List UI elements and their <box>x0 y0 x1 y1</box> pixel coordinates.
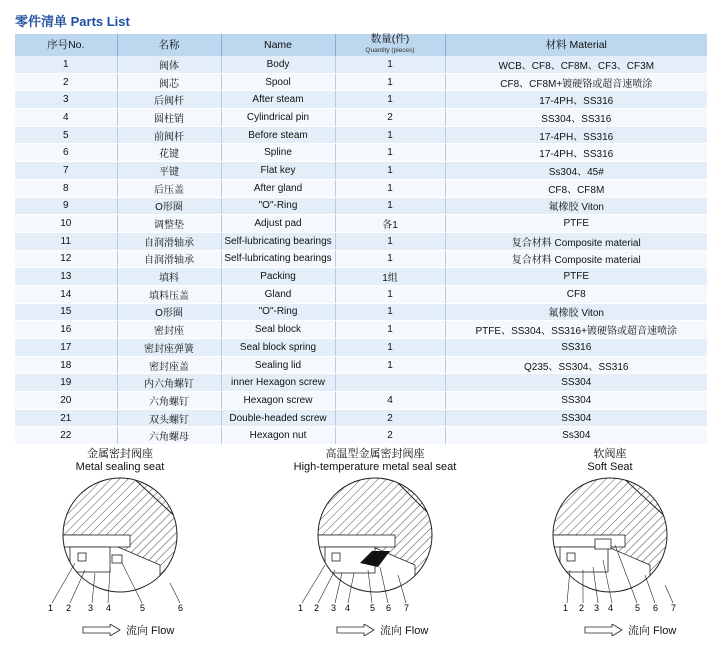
cell-qty: 4 <box>335 392 445 410</box>
cell-no: 7 <box>15 162 117 180</box>
cell-material: SS304、SS316 <box>445 109 707 127</box>
cell-no: 13 <box>15 268 117 286</box>
table-row <box>15 303 707 321</box>
cell-no: 22 <box>15 427 117 445</box>
cell-material: WCB、CF8、CF8M、CF3、CF3M <box>445 56 707 73</box>
flow-arrow-icon <box>584 624 624 636</box>
table-row <box>15 356 707 374</box>
cell-material: PTFE、SS304、SS316+镀硬铬或超音速喷涂 <box>445 321 707 339</box>
diagram-title-en: Soft Seat <box>587 461 633 473</box>
table-row <box>15 73 707 91</box>
cell-name-cn: 自润滑轴承 <box>117 232 221 250</box>
flow-indicator-3 <box>584 622 676 638</box>
cell-no: 8 <box>15 179 117 197</box>
callout-6: 6 <box>178 603 184 613</box>
flow-label: 流向 Flow <box>628 625 677 637</box>
cell-name-cn: 填料压盖 <box>117 285 221 303</box>
callout-7: 7 <box>671 603 677 613</box>
table-row <box>15 250 707 268</box>
table-row <box>15 56 707 73</box>
callout-2: 2 <box>314 603 320 613</box>
callout-7: 7 <box>404 603 410 613</box>
cell-material: 17-4PH、SS316 <box>445 144 707 162</box>
diagram-title-cn: 金属密封阀座 <box>87 448 153 460</box>
cell-name-en: Hexagon screw <box>221 392 335 410</box>
cell-no: 10 <box>15 215 117 233</box>
cell-name-cn: O形圈 <box>117 303 221 321</box>
table-row <box>15 109 707 127</box>
col-header-name-cn: 名称 <box>117 34 221 56</box>
cell-material: CF8 <box>445 285 707 303</box>
table-row <box>15 197 707 215</box>
cell-name-en: Self-lubricating bearings <box>221 250 335 268</box>
cell-material: 复合材料 Composite material <box>445 250 707 268</box>
cell-material: SS304 <box>445 392 707 410</box>
cell-material: CF8、CF8M <box>445 179 707 197</box>
cell-name-cn: 调整垫 <box>117 215 221 233</box>
flow-label: 流向 Flow <box>380 625 429 637</box>
cell-name-en: After gland <box>221 179 335 197</box>
cell-qty: 1 <box>335 91 445 109</box>
cell-name-cn: 自润滑轴承 <box>117 250 221 268</box>
callout-3: 3 <box>331 603 337 613</box>
cell-material: 复合材料 Composite material <box>445 232 707 250</box>
cell-name-en: inner Hexagon screw <box>221 374 335 392</box>
callout-4: 4 <box>106 603 112 613</box>
cell-name-cn: 密封座弹簧 <box>117 339 221 357</box>
cell-name-cn: 内六角螺钉 <box>117 374 221 392</box>
cell-name-en: Flat key <box>221 162 335 180</box>
cell-qty: 1 <box>335 339 445 357</box>
cell-qty: 1 <box>335 285 445 303</box>
diagram-title-en: Metal sealing seat <box>75 461 165 473</box>
callout-5: 5 <box>370 603 376 613</box>
cell-no: 2 <box>15 73 117 91</box>
cell-no: 12 <box>15 250 117 268</box>
cell-qty: 1组 <box>335 268 445 286</box>
cell-name-en: Before steam <box>221 126 335 144</box>
cell-name-en: "O"-Ring <box>221 303 335 321</box>
cell-qty: 1 <box>335 56 445 73</box>
callout-2: 2 <box>579 603 585 613</box>
callout-6: 6 <box>653 603 659 613</box>
callout-5: 5 <box>635 603 641 613</box>
cell-name-en: After steam <box>221 91 335 109</box>
cell-no: 17 <box>15 339 117 357</box>
cell-no: 1 <box>15 56 117 73</box>
cell-name-en: Seal block spring <box>221 339 335 357</box>
cell-no: 5 <box>15 126 117 144</box>
cell-material: 17-4PH、SS316 <box>445 91 707 109</box>
diagram-caption-high-temp <box>280 448 470 474</box>
cell-material: 氟橡胶 Viton <box>445 197 707 215</box>
parts-table <box>15 34 707 445</box>
cell-no: 21 <box>15 409 117 427</box>
table-row <box>15 374 707 392</box>
page-title: 零件清单 Parts List <box>15 14 130 29</box>
parts-table-header <box>15 34 707 56</box>
metal-seat-diagram <box>30 475 220 625</box>
cell-no: 20 <box>15 392 117 410</box>
cell-qty: 1 <box>335 197 445 215</box>
cell-material: Q235、SS304、SS316 <box>445 356 707 374</box>
callout-4: 4 <box>345 603 351 613</box>
qty-header-sub: Quantity (pieces) <box>365 47 415 54</box>
cell-qty: 1 <box>335 303 445 321</box>
flow-label: 流向 Flow <box>126 625 175 637</box>
diagram-title-cn: 高温型金属密封阀座 <box>325 448 425 460</box>
flow-indicator-2 <box>336 622 428 638</box>
cell-name-en: Spool <box>221 73 335 91</box>
cell-name-cn: 密封座 <box>117 321 221 339</box>
cell-name-en: Hexagon nut <box>221 427 335 445</box>
cell-qty: 1 <box>335 144 445 162</box>
cell-no: 6 <box>15 144 117 162</box>
cell-material: SS304 <box>445 409 707 427</box>
cell-name-cn: 密封座盖 <box>117 356 221 374</box>
cell-qty: 1 <box>335 126 445 144</box>
high-temp-seat-diagram <box>280 475 470 625</box>
cell-name-cn: 花键 <box>117 144 221 162</box>
table-row <box>15 409 707 427</box>
cell-material: PTFE <box>445 215 707 233</box>
table-row <box>15 91 707 109</box>
cell-qty <box>335 374 445 392</box>
cell-material: Ss304、45# <box>445 162 707 180</box>
cell-no: 18 <box>15 356 117 374</box>
cell-name-en: Self-lubricating bearings <box>221 232 335 250</box>
callout-2: 2 <box>66 603 72 613</box>
cell-qty: 2 <box>335 109 445 127</box>
cell-qty: 2 <box>335 427 445 445</box>
cell-name-cn: 后压盖 <box>117 179 221 197</box>
cell-name-cn: 圆柱销 <box>117 109 221 127</box>
cell-name-cn: 六角螺母 <box>117 427 221 445</box>
table-row <box>15 144 707 162</box>
col-header-qty <box>335 34 445 56</box>
callout-1: 1 <box>48 603 54 613</box>
cell-qty: 1 <box>335 179 445 197</box>
cell-qty: 1 <box>335 232 445 250</box>
cell-name-cn: O形圈 <box>117 197 221 215</box>
cell-name-en: Adjust pad <box>221 215 335 233</box>
table-row <box>15 285 707 303</box>
cell-qty: 各1 <box>335 215 445 233</box>
callout-3: 3 <box>88 603 94 613</box>
cell-no: 9 <box>15 197 117 215</box>
flow-arrow-icon <box>336 624 376 636</box>
cell-material: SS316 <box>445 339 707 357</box>
callout-3: 3 <box>594 603 600 613</box>
table-row <box>15 321 707 339</box>
cell-name-cn: 阀体 <box>117 56 221 73</box>
cell-name-en: Double-headed screw <box>221 409 335 427</box>
table-row <box>15 339 707 357</box>
table-row <box>15 268 707 286</box>
cell-qty: 1 <box>335 250 445 268</box>
table-row <box>15 392 707 410</box>
cell-name-en: Spline <box>221 144 335 162</box>
cell-name-cn: 双头螺钉 <box>117 409 221 427</box>
cell-name-cn: 后阀杆 <box>117 91 221 109</box>
table-row <box>15 427 707 445</box>
cell-name-en: Seal block <box>221 321 335 339</box>
flow-indicator-1 <box>82 622 174 638</box>
cell-name-cn: 填料 <box>117 268 221 286</box>
cell-qty: 2 <box>335 409 445 427</box>
callout-4: 4 <box>608 603 614 613</box>
table-row <box>15 232 707 250</box>
cell-qty: 1 <box>335 73 445 91</box>
table-row <box>15 162 707 180</box>
cell-no: 19 <box>15 374 117 392</box>
callout-1: 1 <box>298 603 304 613</box>
cell-name-en: "O"-Ring <box>221 197 335 215</box>
cell-material: SS304 <box>445 374 707 392</box>
cell-no: 3 <box>15 91 117 109</box>
cell-no: 11 <box>15 232 117 250</box>
cell-name-en: Sealing lid <box>221 356 335 374</box>
cell-qty: 1 <box>335 321 445 339</box>
col-header-no: 序号No. <box>15 34 117 56</box>
cell-name-cn: 阀芯 <box>117 73 221 91</box>
cell-no: 15 <box>15 303 117 321</box>
qty-header-label: 数量(件) <box>370 33 410 45</box>
cell-qty: 1 <box>335 162 445 180</box>
soft-seat-diagram <box>525 475 715 625</box>
cell-name-en: Packing <box>221 268 335 286</box>
callout-1: 1 <box>563 603 569 613</box>
cell-name-cn: 六角螺钉 <box>117 392 221 410</box>
flow-arrow-icon <box>82 624 122 636</box>
callout-6: 6 <box>386 603 392 613</box>
diagram-caption-soft <box>540 448 680 474</box>
table-row <box>15 215 707 233</box>
col-header-material: 材料 Material <box>445 34 707 56</box>
cell-name-cn: 平键 <box>117 162 221 180</box>
diagram-title-en: High-temperature metal seal seat <box>293 461 457 473</box>
cell-name-en: Body <box>221 56 335 73</box>
table-row <box>15 126 707 144</box>
cell-no: 14 <box>15 285 117 303</box>
cell-name-cn: 前阀杆 <box>117 126 221 144</box>
cell-material: CF8、CF8M+镀硬铬或超音速喷涂 <box>445 73 707 91</box>
cell-no: 16 <box>15 321 117 339</box>
cell-material: 氟橡胶 Viton <box>445 303 707 321</box>
diagram-title-cn: 软阀座 <box>593 448 627 460</box>
cell-name-en: Cylindrical pin <box>221 109 335 127</box>
cell-no: 4 <box>15 109 117 127</box>
table-row <box>15 179 707 197</box>
cell-qty: 1 <box>335 356 445 374</box>
cell-material: Ss304 <box>445 427 707 445</box>
diagram-caption-metal <box>40 448 200 474</box>
callout-5: 5 <box>140 603 146 613</box>
cell-name-en: Gland <box>221 285 335 303</box>
cell-material: PTFE <box>445 268 707 286</box>
cell-material: 17-4PH、SS316 <box>445 126 707 144</box>
col-header-name-en: Name <box>221 34 335 56</box>
